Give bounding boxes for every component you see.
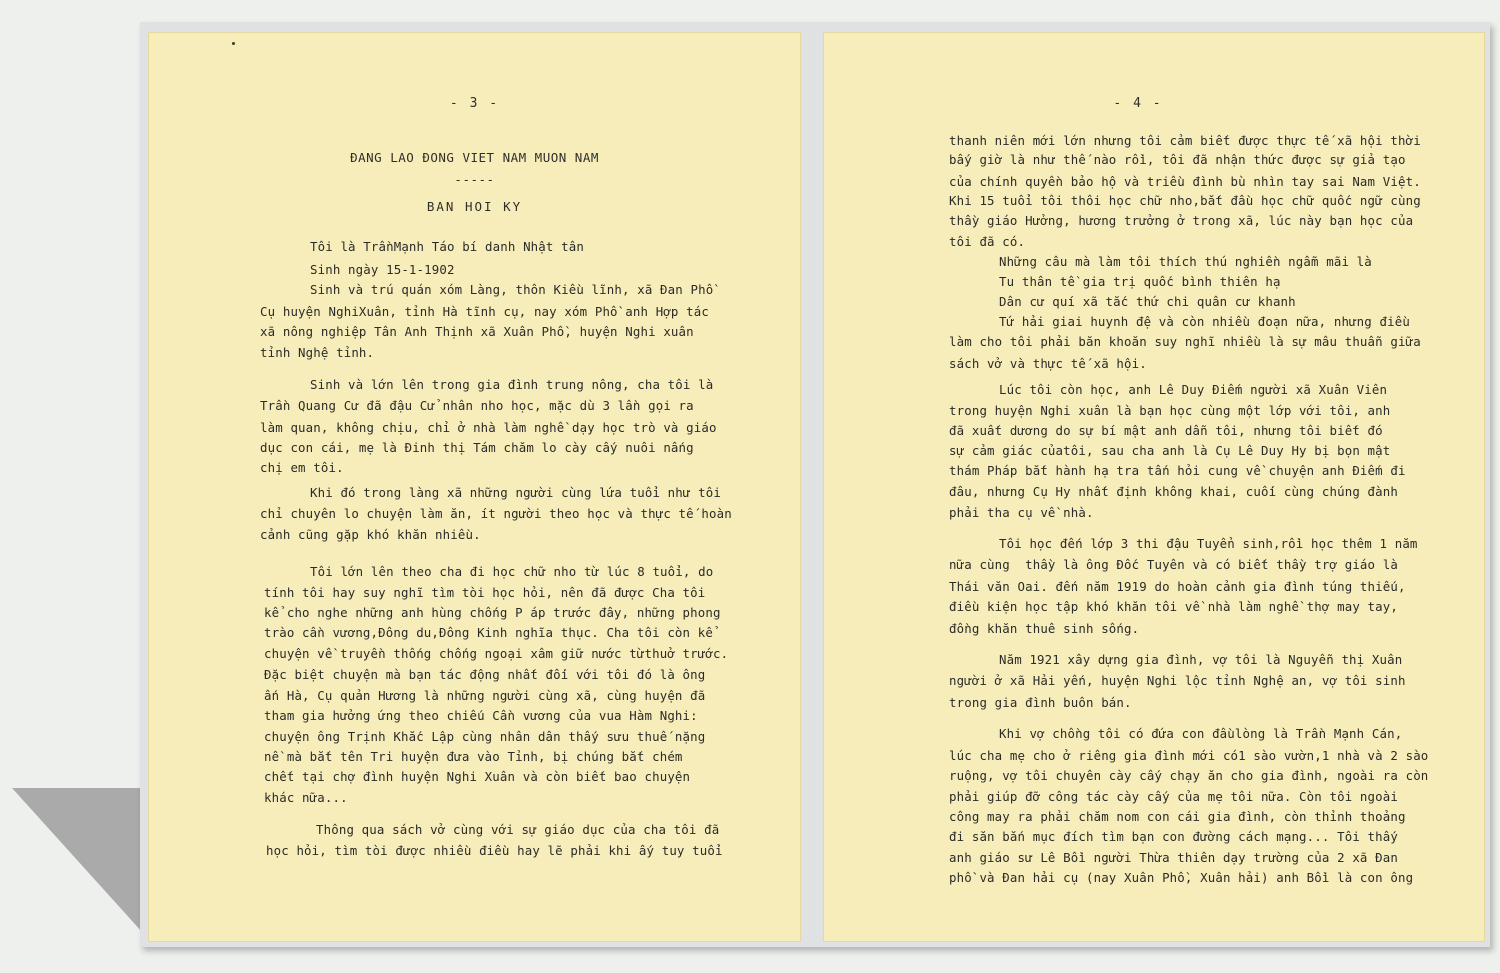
text-line: Tôi học đến lớp 3 thi đậu Tuyển sinh,rồi học thêm 1 năm [999,536,1418,551]
text-line: anh giáo sư Lê Bồi người Thừa thiên dạy trường của 2 xã Đan [949,850,1398,865]
text-line: cảnh cũng gặp khó khăn nhiều. [260,527,481,542]
text-line: công may ra phải chăm nom con cái gia đình, còn thỉnh thoảng [949,809,1406,824]
text-line: Cụ huyện NghiXuân, tỉnh Hà tĩnh cụ, nay xóm Phồ anh Hợp tác [260,304,709,319]
text-line: Khi 15 tuổi tôi thôi học chữ nho,bắt đầu học chữ quốc ngữ cùng [949,193,1421,208]
text-line: phải giúp đỡ công tác cày cấy của mẹ tôi nữa. Còn tôi ngoài [949,789,1398,804]
text-line: thám Pháp bắt hành hạ tra tấn hỏi cung về chuyện anh Điếm đi [949,463,1406,478]
text-line: ấn Hà, Cụ quản Hương là những người cùng xã, cùng huyện đã [264,688,706,703]
text-line: Tứ hải giai huynh đệ và còn nhiều đoạn nữa, nhưng điều [999,314,1410,329]
text-line: người ở xã Hải yến, huyện Nghi lộc tỉnh Nghệ an, vợ tôi sinh [949,673,1406,688]
text-line: Trần Quang Cư đã đậu Cử nhân nho học, mặc dù 3 lần gọi ra [260,398,694,413]
text-line: phải tha cụ về nhà. [949,505,1094,520]
text-line: đi săn bắn mục đích tìm bạn con đường cách mạng... Tôi thấy [949,829,1398,844]
page-number: - 3 - [449,96,500,111]
document-page-left [148,32,801,942]
text-line: tỉnh Nghệ tỉnh. [260,345,375,360]
text-line: xã nông nghiệp Tân Anh Thịnh xã Xuân Phồ, huyện Nghi xuân [260,324,694,339]
text-line: Những câu mà làm tôi thích thú nghiền ngẫm mãi là [999,254,1372,269]
text-line: phồ và Đan hải cụ (nay Xuân Phồ, Xuân hải) anh Bồi là con ông [949,870,1414,885]
text-line: trong huyện Nghi xuân là bạn học cùng một lớp với tôi, anh [949,403,1391,418]
text-line: làm quan, không chịu, chỉ ở nhà làm nghề dạy học trò và giáo [260,420,717,435]
text-line: thanh niên mới lớn nhưng tôi cảm biết được thực tế xã hội thời [949,133,1421,148]
page-number: - 4 - [1113,96,1163,111]
text-line: sách vở và thực tế xã hội. [949,356,1147,371]
text-line: trong gia đình buôn bán. [949,695,1132,710]
text-line: Tu thân tề gia trị quốc bình thiên hạ [999,274,1281,289]
text-line: của chính quyền bảo hộ và triều đình bù nhìn tay sai Nam Việt. [949,174,1421,189]
text-line: ruộng, vợ tôi chuyên cày cấy chạy ăn cho gia đình, ngoài ra còn [949,768,1429,783]
text-line: Tôi lớn lên theo cha đi học chữ nho từ lúc 8 tuổi, do [310,564,714,579]
text-line: làm cho tôi phải băn khoăn suy nghĩ nhiều là sự mâu thuẫn giữa [949,334,1421,349]
text-line: Thông qua sách vở cùng với sự giáo dục của cha tôi đã [316,822,720,837]
text-line: thầy giáo Hưởng, hương trưởng ở trong xã, lúc này bạn học của [949,213,1414,228]
text-line: Dân cư quí xã tắc thứ chi quân cư khanh [999,294,1296,309]
text-line: lúc cha mẹ cho ở riêng gia đình mới có1 sào vườn,1 nhà và 2 sào [949,748,1429,763]
text-line: tính tôi hay suy nghĩ tìm tòi học hỏi, nên đã được Cha tôi [264,585,706,600]
text-line: sự cảm giác củatôi, sau cha anh là Cụ Lê Duy Hy bị bọn mật [949,443,1391,458]
text-line: Tôi là TrầnMạnh Táo bí danh Nhật tân [310,239,584,254]
drop-shadow [12,788,152,943]
text-line: học hỏi, tìm tòi được nhiều điều hay lẽ phải khi ấy tuy tuổi [266,843,723,858]
text-line: Lúc tôi còn học, anh Lê Duy Điếm người xã Xuân Viên [999,382,1388,397]
text-line: đã xuất dương do sự bí mật anh dẫn tôi, nhưng tôi biết đó [949,423,1383,438]
text-line: khác nữa... [264,790,348,805]
text-line: điều kiện học tập khó khăn tôi về nhà làm nghề thợ may tay, [949,599,1398,614]
text-line: chị em tôi. [260,460,344,475]
text-line: Sinh và lớn lên trong gia đình trung nông, cha tôi là [310,377,714,392]
text-line: Đặc biệt chuyện mà bạn tác động nhất đối với tôi đó là ông [264,667,706,682]
text-line: Khi đó trong làng xã những người cùng lứa tuổi như tôi [310,485,721,500]
text-line: nữa cùng thầy là ông Đốc Tuyên và có biết thầy trợ giáo là [949,557,1398,572]
text-line: nề mà bắt tên Tri huyện đưa vào Tỉnh, bị chúng bắt chém [264,749,683,764]
document-page-right [823,32,1485,942]
document-heading: ĐANG LAO ĐONG VIET NAM MUON NAM [350,150,599,165]
text-line: tham gia hưởng ứng theo chiếu Cần vương của vua Hàm Nghi: [264,708,698,723]
text-line: Năm 1921 xây dựng gia đình, vợ tôi là Nguyễn thị Xuân [999,652,1403,667]
text-line: Khi vợ chồng tôi có đứa con đầulòng là Trần Mạnh Cán, [999,726,1403,741]
text-line: đâu, nhưng Cụ Hy nhất định không khai, cuối cùng chúng đành [949,484,1398,499]
text-line: chỉ chuyên lo chuyện làm ăn, ít người theo học và thực tế hoàn [260,506,732,521]
text-line: Thái văn Oai. đến năm 1919 do hoàn cảnh gia đình túng thiếu, [949,579,1406,594]
heading-rule: ----- [454,172,495,187]
ink-speck [232,42,235,45]
text-line: dục con cái, mẹ là Đinh thị Tám chăm lo cày cấy nuôi nấng [260,440,694,455]
text-line: Sinh ngày 15-1-1902 [310,262,455,277]
text-line: tôi đã có. [949,234,1026,249]
text-line: chuyện ông Trịnh Khắc Lập cùng nhân dân thấy sưu thuế nặng [264,729,706,744]
text-line: chết tại chợ đình huyện Nghi Xuân và còn biết bao chuyện [264,769,691,784]
text-line: trào cần vương,Đông du,Đông Kinh nghĩa thục. Cha tôi còn kể [264,625,713,640]
text-line: kể cho nghe những anh hùng chống P áp trước đây, những phong [264,605,721,620]
text-line: chuyện về truyền thống chống ngoại xâm giữ nước từthuở trước. [264,646,729,661]
text-line: Sinh và trú quán xóm Làng, thôn Kiều lĩnh, xã Đan Phồ [310,282,714,297]
text-line: bấy giờ là như thế nào rồi, tôi đã nhận thức được sự giả tạo [949,152,1406,167]
text-line: đồng khăn thuê sinh sống. [949,621,1140,636]
document-subheading: BAN HOI KY [426,199,523,214]
